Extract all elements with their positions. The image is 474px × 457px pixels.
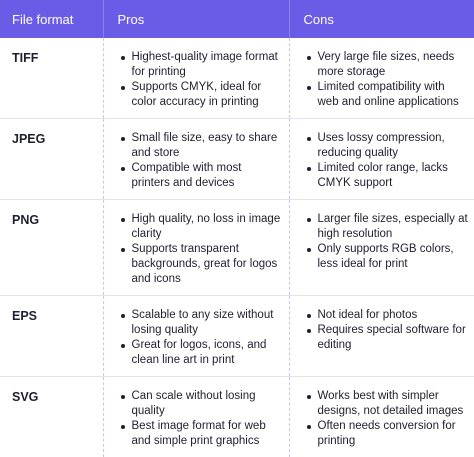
file-format-cell: SVG xyxy=(0,377,103,457)
pros-list xyxy=(114,131,283,191)
cons-cell xyxy=(289,119,474,200)
cons-list-item: Often needs conversion for printing xyxy=(318,419,469,449)
pros-list xyxy=(114,389,283,449)
file-format-cell: PNG xyxy=(0,200,103,296)
table-row xyxy=(0,119,474,200)
pros-cell xyxy=(103,200,289,296)
pros-list xyxy=(114,50,283,110)
cons-list xyxy=(300,212,469,272)
pros-cell xyxy=(103,377,289,457)
cons-cell xyxy=(289,377,474,457)
pros-list-item: Great for logos, icons, and clean line art in print xyxy=(132,338,283,368)
cons-list xyxy=(300,389,469,449)
pros-list-item: High quality, no loss in image clarity xyxy=(132,212,283,242)
pros-list-item: Small file size, easy to share and store xyxy=(132,131,283,161)
file-format-cell: JPEG xyxy=(0,119,103,200)
cons-cell xyxy=(289,38,474,119)
table-row xyxy=(0,38,474,119)
table-row xyxy=(0,296,474,377)
pros-cell xyxy=(103,119,289,200)
cons-cell xyxy=(289,200,474,296)
pros-list-item: Best image format for web and simple print graphics xyxy=(132,419,283,449)
pros-list-item: Can scale without losing quality xyxy=(132,389,283,419)
pros-list-item: Compatible with most printers and devices xyxy=(132,161,283,191)
cons-list xyxy=(300,50,469,110)
pros-list xyxy=(114,212,283,287)
pros-list-item: Highest-quality image format for printing xyxy=(132,50,283,80)
pros-list xyxy=(114,308,283,368)
cons-list-item: Works best with simpler designs, not detailed images xyxy=(318,389,469,419)
header-pros: Pros xyxy=(103,0,289,38)
table-row xyxy=(0,377,474,457)
pros-cell xyxy=(103,38,289,119)
cons-list-item: Only supports RGB colors, less ideal for print xyxy=(318,242,469,272)
pros-cell xyxy=(103,296,289,377)
cons-list xyxy=(300,308,469,353)
header-cons: Cons xyxy=(289,0,474,38)
cons-list-item: Uses lossy compression, reducing quality xyxy=(318,131,469,161)
cons-cell xyxy=(289,296,474,377)
table-header-row xyxy=(0,0,474,38)
cons-list-item: Very large file sizes, needs more storage xyxy=(318,50,469,80)
cons-list-item: Requires special software for editing xyxy=(318,323,469,353)
pros-list-item: Supports transparent backgrounds, great for logos and icons xyxy=(132,242,283,287)
cons-list-item: Limited compatibility with web and online applications xyxy=(318,80,469,110)
table-row xyxy=(0,200,474,296)
pros-list-item: Supports CMYK, ideal for color accuracy in printing xyxy=(132,80,283,110)
header-file-format: File format xyxy=(0,0,103,38)
cons-list-item: Larger file sizes, especially at high resolution xyxy=(318,212,469,242)
cons-list-item: Limited color range, lacks CMYK support xyxy=(318,161,469,191)
file-format-cell: TIFF xyxy=(0,38,103,119)
file-format-cell: EPS xyxy=(0,296,103,377)
pros-list-item: Scalable to any size without losing quality xyxy=(132,308,283,338)
cons-list xyxy=(300,131,469,191)
cons-list-item: Not ideal for photos xyxy=(318,308,469,323)
